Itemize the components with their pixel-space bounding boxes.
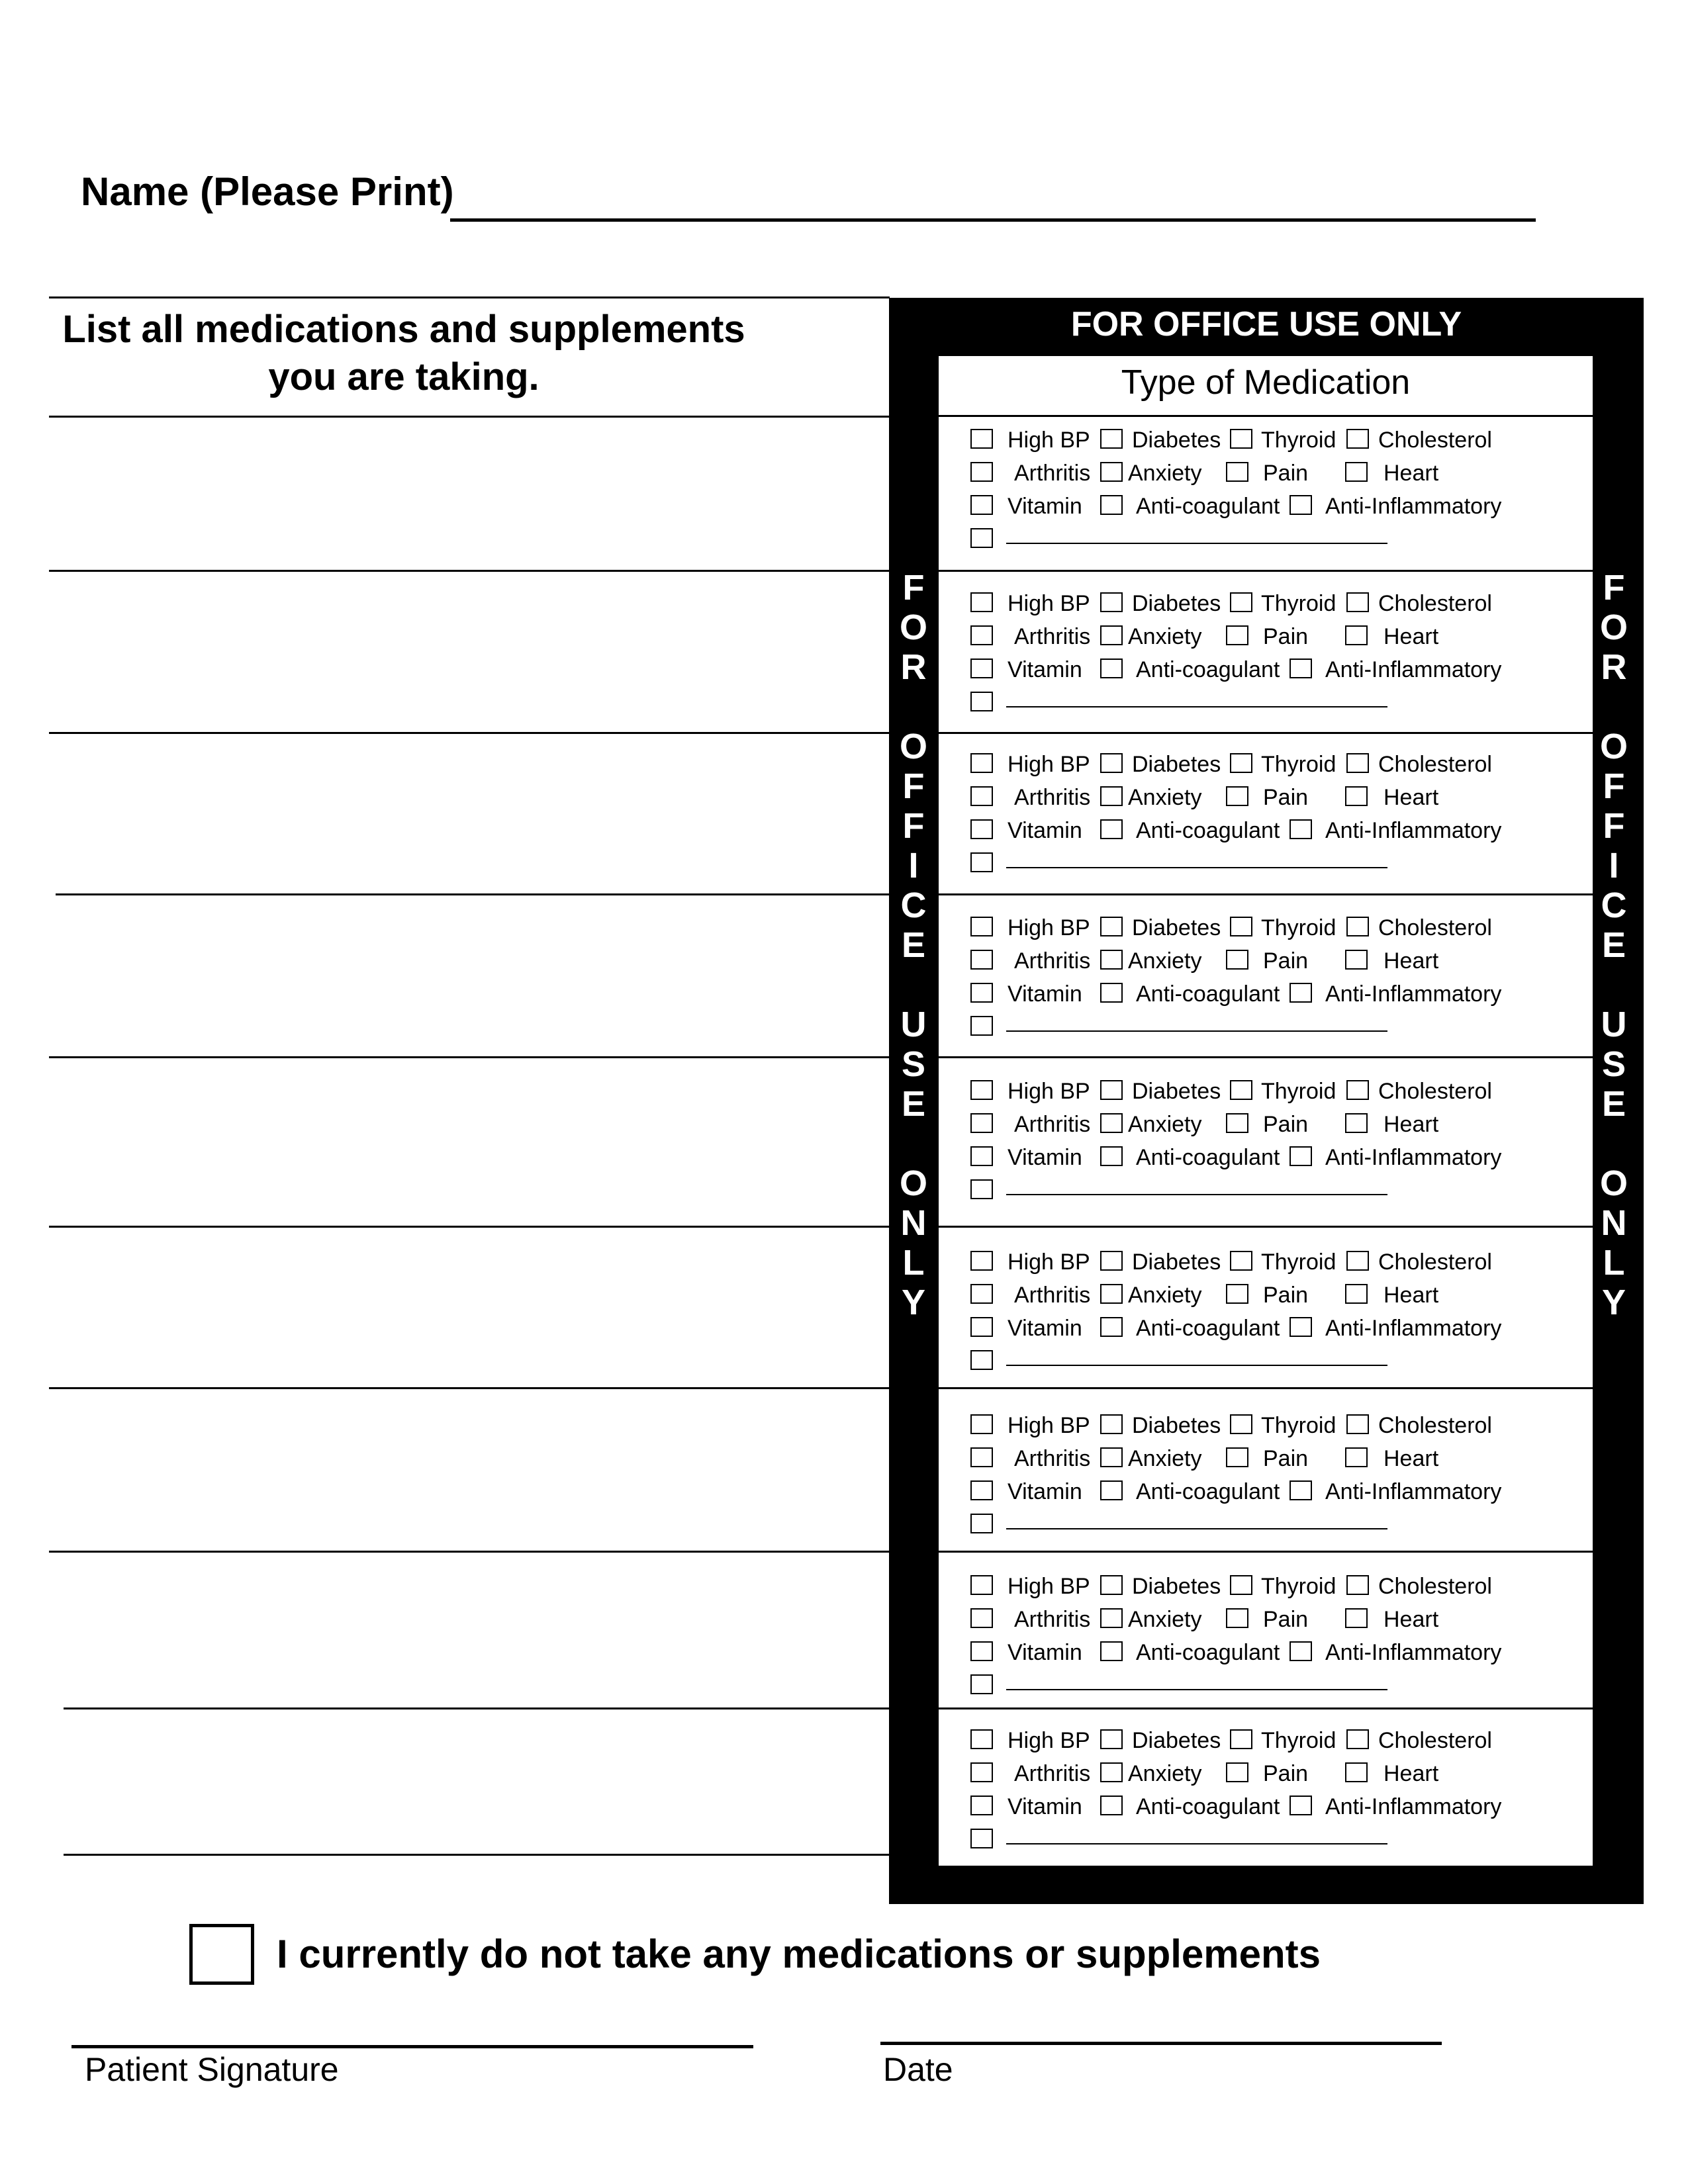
anxiety-label: Anxiety	[1128, 948, 1202, 974]
high-bp-checkbox[interactable]	[970, 1251, 993, 1271]
heart-label: Heart	[1383, 1446, 1439, 1471]
heart-label: Heart	[1383, 1283, 1439, 1308]
vertical-letter: O	[899, 727, 927, 766]
antiinflammatory-label: Anti-Inflammatory	[1325, 818, 1502, 843]
diabetes-checkbox[interactable]	[1100, 753, 1123, 773]
medication-row-line[interactable]	[64, 1854, 890, 1856]
medications-heading-line2: you are taking.	[268, 355, 539, 398]
other-write-in-line[interactable]	[1006, 706, 1387, 707]
anticoagulant-checkbox[interactable]	[1100, 1146, 1123, 1166]
high-bp-label: High BP	[1008, 428, 1090, 453]
anticoagulant-label: Anti-coagulant	[1136, 1479, 1280, 1504]
office-use-vertical-left	[894, 568, 933, 1322]
anxiety-label: Anxiety	[1128, 1761, 1202, 1786]
cholesterol-checkbox[interactable]	[1346, 1251, 1369, 1271]
panel-rule	[939, 415, 1593, 417]
pain-label: Pain	[1263, 948, 1309, 974]
antiinflammatory-label: Anti-Inflammatory	[1325, 1640, 1502, 1665]
cholesterol-checkbox[interactable]	[1346, 1080, 1369, 1100]
anticoagulant-label: Anti-coagulant	[1136, 981, 1280, 1007]
high-bp-checkbox[interactable]	[970, 429, 993, 449]
heart-label: Heart	[1383, 1112, 1439, 1137]
high-bp-checkbox[interactable]	[970, 1414, 993, 1434]
other-write-in-line[interactable]	[1006, 867, 1387, 868]
anticoagulant-label: Anti-coagulant	[1136, 1316, 1280, 1341]
vitamin-checkbox[interactable]	[970, 1480, 993, 1500]
heart-checkbox[interactable]	[1345, 625, 1368, 645]
vertical-letter: C	[1601, 886, 1627, 925]
vertical-letter: I	[1609, 846, 1619, 886]
anticoagulant-checkbox[interactable]	[1100, 1317, 1123, 1337]
thyroid-checkbox[interactable]	[1230, 1575, 1252, 1595]
anxiety-checkbox[interactable]	[1100, 1608, 1123, 1628]
diabetes-checkbox[interactable]	[1100, 1080, 1123, 1100]
vertical-letter: F	[902, 766, 925, 806]
antiinflammatory-checkbox[interactable]	[1289, 819, 1312, 839]
thyroid-checkbox[interactable]	[1230, 753, 1252, 773]
heart-checkbox[interactable]	[1345, 1447, 1368, 1467]
vitamin-label: Vitamin	[1008, 1640, 1082, 1665]
anticoagulant-checkbox[interactable]	[1100, 819, 1123, 839]
thyroid-checkbox[interactable]	[1230, 1080, 1252, 1100]
antiinflammatory-label: Anti-Inflammatory	[1325, 1145, 1502, 1170]
medication-row-line[interactable]	[49, 1226, 890, 1228]
antiinflammatory-checkbox[interactable]	[1289, 1641, 1312, 1661]
thyroid-checkbox[interactable]	[1230, 1729, 1252, 1749]
thyroid-label: Thyroid	[1261, 752, 1336, 777]
arthritis-checkbox[interactable]	[970, 1284, 993, 1304]
signature-label: Patient Signature	[85, 2051, 339, 2088]
thyroid-label: Thyroid	[1261, 1079, 1336, 1104]
medication-type-group	[939, 1570, 1593, 1722]
other-write-in-line[interactable]	[1006, 1365, 1387, 1366]
vertical-letter: Y	[1601, 1283, 1626, 1322]
anxiety-checkbox[interactable]	[1100, 462, 1123, 482]
antiinflammatory-label: Anti-Inflammatory	[1325, 981, 1502, 1007]
medication-type-group	[939, 587, 1593, 739]
medication-type-group	[939, 1246, 1593, 1398]
thyroid-checkbox[interactable]	[1230, 429, 1252, 449]
high-bp-checkbox[interactable]	[970, 1575, 993, 1595]
cholesterol-label: Cholesterol	[1378, 428, 1492, 453]
pain-label: Pain	[1263, 624, 1309, 649]
high-bp-label: High BP	[1008, 1728, 1090, 1753]
medication-row-line[interactable]	[49, 1387, 890, 1389]
diabetes-label: Diabetes	[1132, 1413, 1221, 1438]
anticoagulant-label: Anti-coagulant	[1136, 1640, 1280, 1665]
antiinflammatory-checkbox[interactable]	[1289, 1480, 1312, 1500]
other-write-in-line[interactable]	[1006, 1194, 1387, 1195]
vitamin-checkbox[interactable]	[970, 1641, 993, 1661]
other-write-in-line[interactable]	[1006, 1030, 1387, 1032]
no-medications-label: I currently do not take any medications or supplements	[277, 1932, 1321, 1976]
heart-label: Heart	[1383, 1607, 1439, 1632]
heart-checkbox[interactable]	[1345, 950, 1368, 970]
antiinflammatory-label: Anti-Inflammatory	[1325, 657, 1502, 682]
vertical-letter	[1594, 1124, 1634, 1163]
vitamin-checkbox[interactable]	[970, 1146, 993, 1166]
diabetes-label: Diabetes	[1132, 428, 1221, 453]
pain-label: Pain	[1263, 1112, 1309, 1137]
antiinflammatory-checkbox[interactable]	[1289, 983, 1312, 1003]
medication-type-group	[939, 748, 1593, 900]
medication-type-group	[939, 1724, 1593, 1876]
anticoagulant-checkbox[interactable]	[1100, 1796, 1123, 1815]
cholesterol-checkbox[interactable]	[1346, 753, 1369, 773]
anxiety-checkbox[interactable]	[1100, 1447, 1123, 1467]
cholesterol-label: Cholesterol	[1378, 752, 1492, 777]
medication-row-line[interactable]	[56, 893, 890, 895]
medication-row-line[interactable]	[49, 1056, 890, 1058]
no-medications-checkbox[interactable]	[189, 1924, 254, 1985]
pain-checkbox[interactable]	[1226, 625, 1248, 645]
cholesterol-checkbox[interactable]	[1346, 1575, 1369, 1595]
vitamin-checkbox[interactable]	[970, 659, 993, 678]
anxiety-label: Anxiety	[1128, 785, 1202, 810]
vertical-letter	[1594, 687, 1634, 727]
thyroid-label: Thyroid	[1261, 915, 1336, 940]
left-header-rule	[49, 416, 890, 418]
high-bp-checkbox[interactable]	[970, 592, 993, 612]
vertical-letter: O	[1599, 727, 1628, 766]
vertical-letter: E	[1601, 1084, 1626, 1124]
signature-line[interactable]	[71, 2045, 753, 2048]
vertical-letter: F	[1603, 806, 1625, 846]
diabetes-checkbox[interactable]	[1100, 1729, 1123, 1749]
name-label: Name (Please Print)	[81, 169, 454, 214]
date-label: Date	[883, 2051, 953, 2088]
medication-type-group	[939, 1409, 1593, 1561]
anticoagulant-checkbox[interactable]	[1100, 659, 1123, 678]
vitamin-label: Vitamin	[1008, 1316, 1082, 1341]
medication-type-group	[939, 911, 1593, 1064]
cholesterol-label: Cholesterol	[1378, 915, 1492, 940]
diabetes-checkbox[interactable]	[1100, 592, 1123, 612]
cholesterol-label: Cholesterol	[1378, 591, 1492, 616]
vitamin-checkbox[interactable]	[970, 819, 993, 839]
other-checkbox[interactable]	[970, 1829, 993, 1848]
vitamin-label: Vitamin	[1008, 981, 1082, 1007]
diabetes-checkbox[interactable]	[1100, 917, 1123, 936]
other-write-in-line[interactable]	[1006, 543, 1387, 544]
vertical-letter: R	[900, 647, 927, 687]
vertical-letter	[894, 965, 933, 1005]
anxiety-label: Anxiety	[1128, 1112, 1202, 1137]
cholesterol-checkbox[interactable]	[1346, 1414, 1369, 1434]
antiinflammatory-label: Anti-Inflammatory	[1325, 1794, 1502, 1819]
antiinflammatory-checkbox[interactable]	[1289, 1146, 1312, 1166]
cholesterol-label: Cholesterol	[1378, 1250, 1492, 1275]
cholesterol-checkbox[interactable]	[1346, 1729, 1369, 1749]
pain-label: Pain	[1263, 461, 1309, 486]
heart-label: Heart	[1383, 624, 1439, 649]
high-bp-label: High BP	[1008, 752, 1090, 777]
name-input-line[interactable]	[450, 218, 1536, 222]
pain-label: Pain	[1263, 785, 1309, 810]
other-write-in-line[interactable]	[1006, 1528, 1387, 1529]
anticoagulant-label: Anti-coagulant	[1136, 818, 1280, 843]
thyroid-label: Thyroid	[1261, 428, 1336, 453]
other-checkbox[interactable]	[970, 692, 993, 711]
other-checkbox[interactable]	[970, 1514, 993, 1533]
thyroid-checkbox[interactable]	[1230, 917, 1252, 936]
diabetes-label: Diabetes	[1132, 591, 1221, 616]
arthritis-checkbox[interactable]	[970, 1608, 993, 1628]
pain-checkbox[interactable]	[1226, 786, 1248, 806]
arthritis-label: Arthritis	[1014, 948, 1091, 974]
cholesterol-label: Cholesterol	[1378, 1079, 1492, 1104]
anticoagulant-label: Anti-coagulant	[1136, 494, 1280, 519]
anticoagulant-label: Anti-coagulant	[1136, 1794, 1280, 1819]
vertical-letter: N	[900, 1203, 927, 1243]
high-bp-checkbox[interactable]	[970, 1080, 993, 1100]
diabetes-checkbox[interactable]	[1100, 429, 1123, 449]
pain-checkbox[interactable]	[1226, 950, 1248, 970]
antiinflammatory-checkbox[interactable]	[1289, 659, 1312, 678]
pain-label: Pain	[1263, 1446, 1309, 1471]
heart-checkbox[interactable]	[1345, 1284, 1368, 1304]
high-bp-label: High BP	[1008, 1250, 1090, 1275]
medications-heading	[40, 306, 768, 401]
heart-label: Heart	[1383, 461, 1439, 486]
vertical-letter: F	[1603, 766, 1625, 806]
heart-checkbox[interactable]	[1345, 1762, 1368, 1782]
vertical-letter: U	[1601, 1005, 1627, 1044]
vertical-letter: E	[901, 1084, 926, 1124]
vertical-letter: S	[1601, 1044, 1626, 1084]
diabetes-label: Diabetes	[1132, 1728, 1221, 1753]
anticoagulant-checkbox[interactable]	[1100, 983, 1123, 1003]
cholesterol-checkbox[interactable]	[1346, 592, 1369, 612]
arthritis-checkbox[interactable]	[970, 786, 993, 806]
vertical-letter: U	[900, 1005, 927, 1044]
high-bp-label: High BP	[1008, 591, 1090, 616]
vertical-letter: I	[908, 846, 919, 886]
high-bp-checkbox[interactable]	[970, 1729, 993, 1749]
arthritis-checkbox[interactable]	[970, 1762, 993, 1782]
diabetes-label: Diabetes	[1132, 752, 1221, 777]
anticoagulant-label: Anti-coagulant	[1136, 1145, 1280, 1170]
arthritis-checkbox[interactable]	[970, 625, 993, 645]
vertical-letter: Y	[901, 1283, 926, 1322]
vertical-letter: O	[899, 1163, 927, 1203]
high-bp-checkbox[interactable]	[970, 753, 993, 773]
vitamin-label: Vitamin	[1008, 1479, 1082, 1504]
anticoagulant-label: Anti-coagulant	[1136, 657, 1280, 682]
cholesterol-checkbox[interactable]	[1346, 429, 1369, 449]
pain-checkbox[interactable]	[1226, 1608, 1248, 1628]
anxiety-label: Anxiety	[1128, 461, 1202, 486]
diabetes-label: Diabetes	[1132, 915, 1221, 940]
medication-row-line[interactable]	[49, 1551, 890, 1553]
other-checkbox[interactable]	[970, 852, 993, 872]
pain-label: Pain	[1263, 1761, 1309, 1786]
anticoagulant-checkbox[interactable]	[1100, 1480, 1123, 1500]
anxiety-checkbox[interactable]	[1100, 625, 1123, 645]
medication-row-line[interactable]	[49, 732, 890, 734]
cholesterol-checkbox[interactable]	[1346, 917, 1369, 936]
pain-checkbox[interactable]	[1226, 1447, 1248, 1467]
medication-type-group	[939, 1075, 1593, 1227]
vertical-letter: F	[902, 806, 925, 846]
other-checkbox[interactable]	[970, 1179, 993, 1199]
pain-checkbox[interactable]	[1226, 1284, 1248, 1304]
antiinflammatory-label: Anti-Inflammatory	[1325, 1479, 1502, 1504]
diabetes-label: Diabetes	[1132, 1574, 1221, 1599]
vitamin-checkbox[interactable]	[970, 983, 993, 1003]
vertical-letter: O	[899, 608, 927, 647]
arthritis-label: Arthritis	[1014, 1283, 1091, 1308]
anxiety-checkbox[interactable]	[1100, 786, 1123, 806]
diabetes-label: Diabetes	[1132, 1250, 1221, 1275]
arthritis-label: Arthritis	[1014, 785, 1091, 810]
anticoagulant-checkbox[interactable]	[1100, 495, 1123, 515]
office-use-title: FOR OFFICE USE ONLY	[1070, 305, 1462, 343]
other-checkbox[interactable]	[970, 528, 993, 548]
medication-row-line[interactable]	[49, 570, 890, 572]
medication-type-group	[939, 424, 1593, 576]
arthritis-label: Arthritis	[1014, 461, 1091, 486]
antiinflammatory-label: Anti-Inflammatory	[1325, 1316, 1502, 1341]
other-write-in-line[interactable]	[1006, 1843, 1387, 1844]
thyroid-label: Thyroid	[1261, 591, 1336, 616]
arthritis-label: Arthritis	[1014, 1761, 1091, 1786]
vertical-letter: N	[1601, 1203, 1627, 1243]
arthritis-checkbox[interactable]	[970, 1447, 993, 1467]
anxiety-checkbox[interactable]	[1100, 950, 1123, 970]
other-checkbox[interactable]	[970, 1016, 993, 1036]
heart-label: Heart	[1383, 785, 1439, 810]
diabetes-checkbox[interactable]	[1100, 1575, 1123, 1595]
thyroid-label: Thyroid	[1261, 1574, 1336, 1599]
pain-label: Pain	[1263, 1283, 1309, 1308]
arthritis-checkbox[interactable]	[970, 1113, 993, 1133]
vertical-letter: F	[902, 568, 925, 608]
pain-label: Pain	[1263, 1607, 1309, 1632]
anxiety-checkbox[interactable]	[1100, 1113, 1123, 1133]
other-checkbox[interactable]	[970, 1674, 993, 1694]
high-bp-label: High BP	[1008, 1574, 1090, 1599]
type-of-medication-heading: Type of Medication	[1121, 363, 1411, 402]
vitamin-checkbox[interactable]	[970, 1317, 993, 1337]
arthritis-checkbox[interactable]	[970, 950, 993, 970]
antiinflammatory-checkbox[interactable]	[1289, 1317, 1312, 1337]
medication-row-line[interactable]	[64, 1707, 890, 1709]
arthritis-label: Arthritis	[1014, 1112, 1091, 1137]
left-top-rule	[49, 296, 890, 298]
medications-heading-line1: List all medications and supplements	[62, 308, 745, 351]
cholesterol-label: Cholesterol	[1378, 1413, 1492, 1438]
vertical-letter: C	[900, 886, 927, 925]
anticoagulant-checkbox[interactable]	[1100, 1641, 1123, 1661]
vertical-letter	[894, 687, 933, 727]
vitamin-label: Vitamin	[1008, 818, 1082, 843]
vitamin-checkbox[interactable]	[970, 495, 993, 515]
thyroid-label: Thyroid	[1261, 1250, 1336, 1275]
pain-checkbox[interactable]	[1226, 1113, 1248, 1133]
arthritis-label: Arthritis	[1014, 1607, 1091, 1632]
pain-checkbox[interactable]	[1226, 462, 1248, 482]
anxiety-label: Anxiety	[1128, 1283, 1202, 1308]
diabetes-checkbox[interactable]	[1100, 1414, 1123, 1434]
vertical-letter: O	[1599, 1163, 1628, 1203]
arthritis-label: Arthritis	[1014, 624, 1091, 649]
high-bp-label: High BP	[1008, 1413, 1090, 1438]
other-write-in-line[interactable]	[1006, 1689, 1387, 1690]
vertical-letter: R	[1601, 647, 1627, 687]
thyroid-checkbox[interactable]	[1230, 1251, 1252, 1271]
antiinflammatory-checkbox[interactable]	[1289, 495, 1312, 515]
anxiety-label: Anxiety	[1128, 1607, 1202, 1632]
vertical-letter: E	[901, 925, 926, 965]
thyroid-label: Thyroid	[1261, 1728, 1336, 1753]
cholesterol-label: Cholesterol	[1378, 1728, 1492, 1753]
thyroid-label: Thyroid	[1261, 1413, 1336, 1438]
heart-label: Heart	[1383, 948, 1439, 974]
thyroid-checkbox[interactable]	[1230, 592, 1252, 612]
pain-checkbox[interactable]	[1226, 1762, 1248, 1782]
vertical-letter: E	[1601, 925, 1626, 965]
vertical-letter: L	[1603, 1243, 1625, 1283]
vitamin-label: Vitamin	[1008, 657, 1082, 682]
anxiety-label: Anxiety	[1128, 1446, 1202, 1471]
anxiety-checkbox[interactable]	[1100, 1284, 1123, 1304]
heart-checkbox[interactable]	[1345, 462, 1368, 482]
vitamin-label: Vitamin	[1008, 1145, 1082, 1170]
diabetes-label: Diabetes	[1132, 1079, 1221, 1104]
high-bp-label: High BP	[1008, 1079, 1090, 1104]
heart-checkbox[interactable]	[1345, 786, 1368, 806]
heart-label: Heart	[1383, 1761, 1439, 1786]
vitamin-label: Vitamin	[1008, 1794, 1082, 1819]
vertical-letter: S	[901, 1044, 926, 1084]
anxiety-label: Anxiety	[1128, 624, 1202, 649]
vitamin-checkbox[interactable]	[970, 1796, 993, 1815]
antiinflammatory-label: Anti-Inflammatory	[1325, 494, 1502, 519]
antiinflammatory-checkbox[interactable]	[1289, 1796, 1312, 1815]
office-use-vertical-right	[1594, 568, 1634, 1322]
heart-checkbox[interactable]	[1345, 1113, 1368, 1133]
vertical-letter	[894, 1124, 933, 1163]
other-checkbox[interactable]	[970, 1350, 993, 1370]
date-line[interactable]	[880, 2042, 1442, 2045]
vertical-letter: F	[1603, 568, 1625, 608]
vertical-letter: O	[1599, 608, 1628, 647]
arthritis-checkbox[interactable]	[970, 462, 993, 482]
anxiety-checkbox[interactable]	[1100, 1762, 1123, 1782]
vitamin-label: Vitamin	[1008, 494, 1082, 519]
high-bp-label: High BP	[1008, 915, 1090, 940]
vertical-letter	[1594, 965, 1634, 1005]
high-bp-checkbox[interactable]	[970, 917, 993, 936]
cholesterol-label: Cholesterol	[1378, 1574, 1492, 1599]
heart-checkbox[interactable]	[1345, 1608, 1368, 1628]
vertical-letter: L	[902, 1243, 925, 1283]
arthritis-label: Arthritis	[1014, 1446, 1091, 1471]
thyroid-checkbox[interactable]	[1230, 1414, 1252, 1434]
diabetes-checkbox[interactable]	[1100, 1251, 1123, 1271]
